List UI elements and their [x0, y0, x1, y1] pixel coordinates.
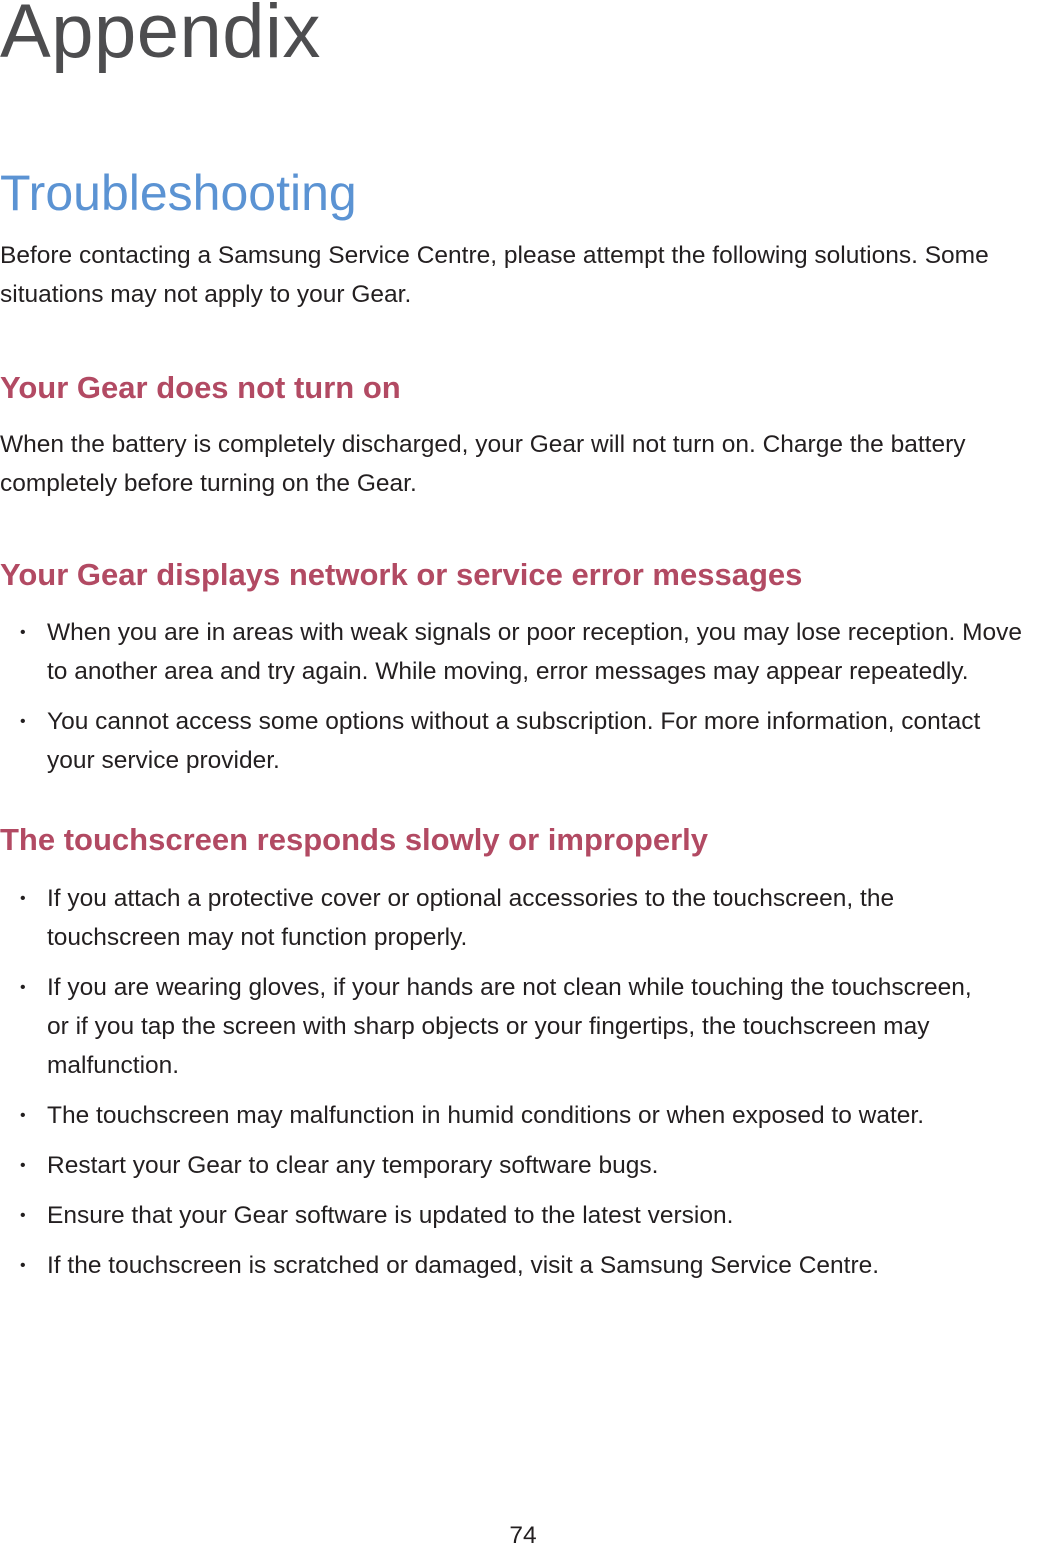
list-item-text: If you are wearing gloves, if your hands are not clean while touching the touchscreen, or if you tap the screen with sharp objects or your fingertips, the touchscreen may malfunction. [47, 974, 972, 1079]
list-item-text: The touchscreen may malfunction in humid conditions or when exposed to water. [47, 1102, 925, 1129]
list-item-text: When you are in areas with weak signals or poor reception, you may lose reception. Move to another area and try again. While moving, error messages may appear repeatedly. [47, 619, 1023, 685]
list-item [0, 1096, 1046, 1135]
list-item [0, 1246, 1046, 1285]
list-item [0, 968, 1046, 1085]
bullet-icon: • [20, 713, 26, 730]
list-item-text: If the touchscreen is scratched or damaged, visit a Samsung Service Centre. [47, 1252, 880, 1279]
list-item [0, 702, 1046, 780]
chapter-title: Appendix [0, 0, 321, 74]
list-item-text: You cannot access some options without a subscription. For more information, contact your service provider. [47, 708, 981, 774]
subheading-touchscreen: The touchscreen responds slowly or improperly [0, 822, 709, 857]
bullet-icon: • [20, 979, 26, 996]
touchscreen-list [0, 879, 1046, 1296]
list-item [0, 1196, 1046, 1235]
section-title: Troubleshooting [0, 165, 357, 221]
bullet-icon: • [20, 1107, 26, 1124]
bullet-icon: • [20, 890, 26, 907]
bullet-icon: • [20, 624, 26, 641]
list-item [0, 613, 1046, 691]
bullet-icon: • [20, 1207, 26, 1224]
bullet-icon: • [20, 1157, 26, 1174]
list-item-text: Ensure that your Gear software is updated to the latest version. [47, 1202, 734, 1229]
intro-paragraph: Before contacting a Samsung Service Centre, please attempt the following solutions. Some situations may not apply to your Gear. [0, 242, 989, 308]
list-item [0, 879, 1046, 957]
network-error-list [0, 613, 1046, 791]
list-item-text: If you attach a protective cover or optional accessories to the touchscreen, the touchscreen may not function properly. [47, 885, 895, 951]
list-item-text: Restart your Gear to clear any temporary software bugs. [47, 1152, 659, 1179]
bullet-icon: • [20, 1257, 26, 1274]
list-item [0, 1146, 1046, 1185]
subheading-gear-not-turn-on: Your Gear does not turn on [0, 370, 401, 405]
gear-not-turn-on-paragraph: When the battery is completely discharged, your Gear will not turn on. Charge the battery completely before turning on the Gear. [0, 431, 966, 497]
page-number: 74 [509, 1522, 537, 1549]
subheading-network-error: Your Gear displays network or service error messages [0, 557, 803, 592]
